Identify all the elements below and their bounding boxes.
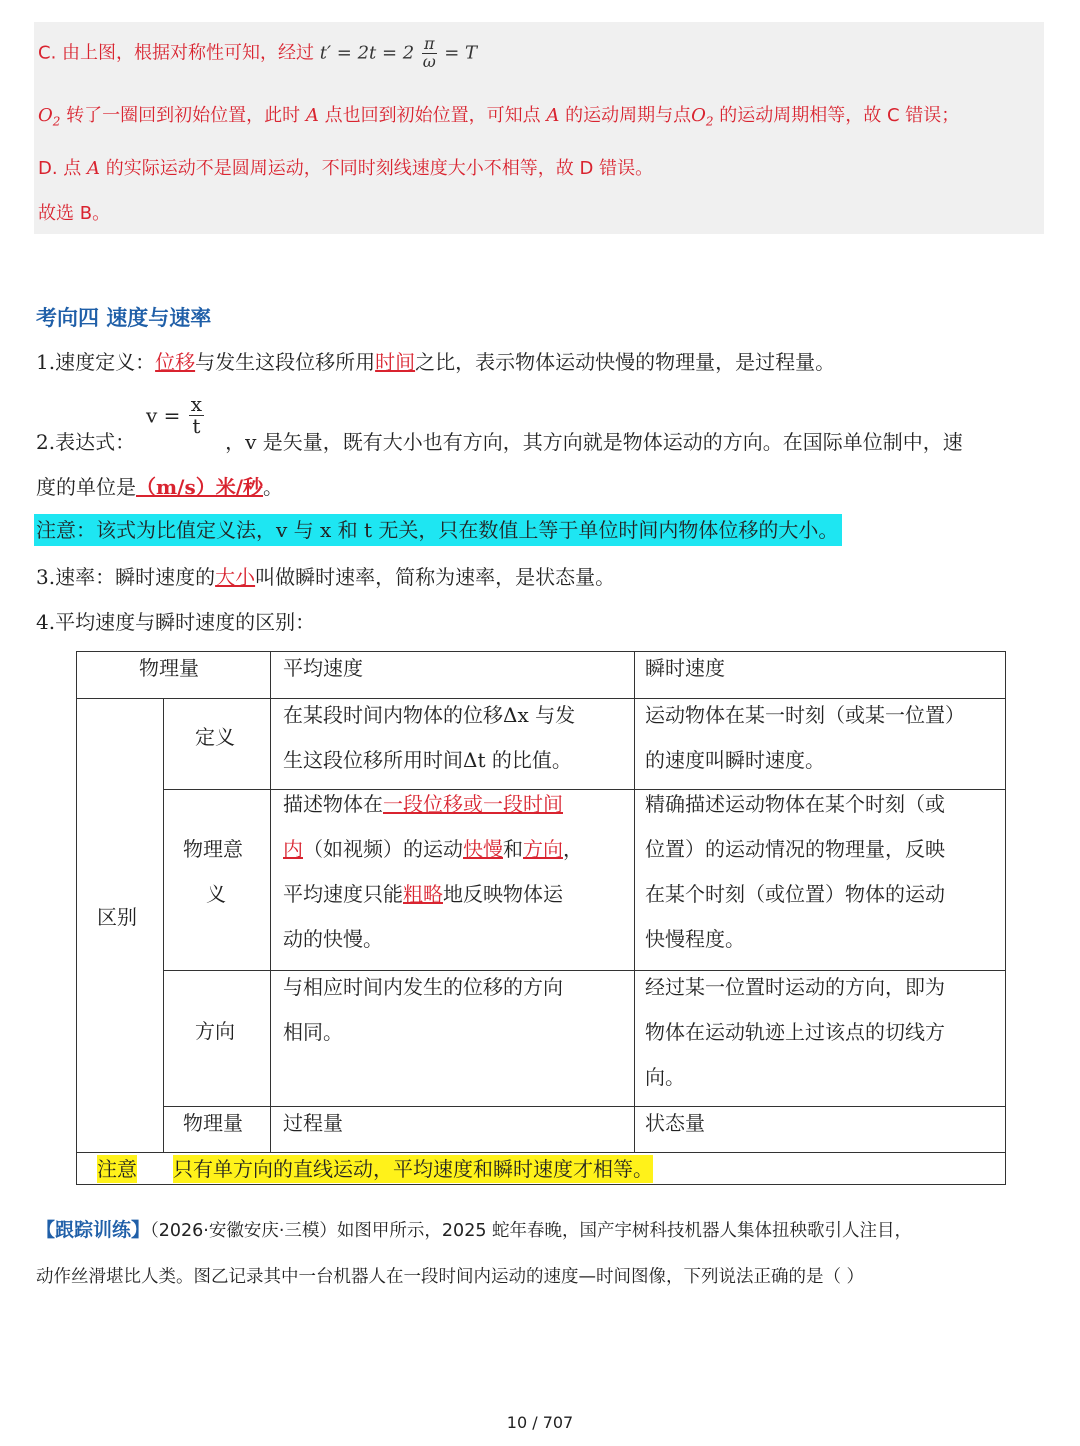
- unit-suffix: 。: [263, 475, 284, 499]
- meaning-avg-keyword-rough: 粗略: [403, 882, 443, 906]
- table-header-quantity-cell: [77, 652, 270, 698]
- row-meaning-inst-line3: 在某个时刻（或位置）物体的运动: [645, 882, 945, 906]
- row-definition-label: 定义: [195, 725, 235, 749]
- row-direction-avg-line1: 与相应时间内发生的位移的方向: [283, 975, 563, 999]
- row-direction-inst-cell: [634, 970, 1005, 1106]
- meaning-avg-text: 和: [503, 837, 523, 861]
- row-definition-avg-cell: [270, 698, 634, 789]
- meaning-avg-keyword-speed: 快慢: [463, 837, 503, 861]
- o2-text-4: 的运动周期相等，故 C 错误；: [719, 105, 960, 126]
- def-keyword-time: 时间: [375, 350, 416, 374]
- solution-box: [34, 22, 1044, 234]
- row-meaning-label-line1: 物理意: [183, 837, 243, 861]
- definition-line: [36, 346, 835, 375]
- meaning-avg-keyword: 内: [283, 837, 303, 861]
- practice-tag: 【跟踪训练】: [36, 1219, 151, 1241]
- section-heading: 考向四 速度与速率: [36, 306, 212, 330]
- o2-text-3: 的运动周期与点: [565, 105, 692, 126]
- unit-prefix: 度的单位是: [36, 475, 136, 499]
- row-meaning-avg-line1: [283, 782, 563, 827]
- row-type-inst-cell: [634, 1106, 1005, 1152]
- row-direction-inst-line2: 物体在运动轨迹上过该点的切线方: [645, 1020, 945, 1044]
- row-meaning-label-cell: [163, 789, 270, 970]
- expr-numerator: x: [190, 392, 203, 416]
- rate-prefix: 3.速率：瞬时速度的: [36, 565, 216, 589]
- difference-line: 4.平均速度与瞬时速度的区别：: [36, 610, 316, 634]
- group-label: 区别: [97, 905, 137, 929]
- practice-text-line2: 动作丝滑堪比人类。图乙记录其中一台机器人在一段时间内运动的速度—时间图像，下列说法正确的是（ ）: [36, 1267, 865, 1287]
- solution-line-c: [38, 36, 477, 71]
- unit-keyword: （m/s）米/秒: [136, 475, 264, 499]
- a-symbol: A: [305, 105, 319, 126]
- def-prefix: 1.速度定义：: [36, 350, 156, 374]
- row-meaning-inst-line4: 快慢程度。: [645, 927, 745, 951]
- rate-line: [36, 561, 615, 590]
- rate-keyword: 大小: [215, 565, 256, 589]
- solution-line-o2: [38, 101, 959, 129]
- practice-text-line1: （2026·安徽安庆·三模）如图甲所示，2025 蛇年春晚，国产宇树科技机器人集体扭秧歌引人注目，: [150, 1221, 913, 1241]
- table-note-label: 注意: [97, 1157, 137, 1181]
- comparison-table: [76, 651, 1006, 1185]
- meaning-avg-text: ，: [563, 837, 583, 861]
- meaning-avg-keyword: 一段位移或一段时间: [383, 792, 563, 816]
- row-type-label: 物理量: [183, 1111, 243, 1135]
- row-direction-label: 方向: [195, 1019, 235, 1043]
- group-cell: [77, 698, 163, 1152]
- row-direction-inst-line3: 向。: [645, 1065, 685, 1089]
- table-note-text: 只有单方向的直线运动，平均速度和瞬时速度才相等。: [173, 1157, 653, 1181]
- row-definition-label-cell: [163, 698, 270, 789]
- o2-text-1: 转了一圈回到初始位置，此时: [66, 105, 301, 126]
- practice-line1: [36, 1207, 912, 1254]
- expr-text: ，v 是矢量，既有大小也有方向，其方向就是物体运动的方向。在国际单位制中，速: [225, 430, 963, 454]
- row-meaning-avg-line4: 动的快慢。: [283, 927, 383, 951]
- row-meaning-avg-cell: [270, 789, 634, 970]
- o2-subscript: 2: [705, 114, 714, 129]
- solution-answer: 故选 B。: [38, 203, 111, 224]
- meaning-avg-text: 描述物体在: [283, 792, 383, 816]
- row-definition-avg-line2: 生这段位移所用时间Δt 的比值。: [283, 748, 572, 772]
- table-header-avg-cell: [270, 652, 634, 698]
- o2-subscript: 2: [52, 114, 61, 129]
- table-header-inst-cell: [634, 652, 1005, 698]
- expr-label: 2.表达式：: [36, 430, 136, 454]
- formula-lhs: t′ = 2t = 2: [319, 42, 415, 64]
- row-type-inst: 状态量: [645, 1111, 705, 1135]
- meaning-avg-text: 平均速度只能: [283, 882, 403, 906]
- table-note-label-cell: [77, 1152, 163, 1184]
- row-definition-avg-line1: 在某段时间内物体的位移Δx 与发: [283, 703, 576, 727]
- practice-question: [36, 1207, 912, 1300]
- row-direction-inst-line1: 经过某一位置时运动的方向，即为: [645, 975, 945, 999]
- table-header-quantity: 物理量: [139, 656, 199, 680]
- row-meaning-inst-cell: [634, 789, 1005, 970]
- def-keyword-displacement: 位移: [155, 350, 196, 374]
- row-definition-inst-line1: 运动物体在某一时刻（或某一位置）: [645, 703, 965, 727]
- row-meaning-avg-line2: [283, 827, 583, 872]
- unit-line: [36, 471, 283, 500]
- solution-line-d: [38, 154, 653, 180]
- def-middle: 与发生这段位移所用: [195, 350, 376, 374]
- row-meaning-avg-line3: [283, 872, 563, 917]
- table-note-text-cell: [163, 1152, 1005, 1184]
- meaning-avg-text: （如视频）的运动: [303, 837, 463, 861]
- rate-suffix: 叫做瞬时速率，简称为速率，是状态量。: [255, 565, 616, 589]
- formula-denominator: ω: [422, 51, 436, 71]
- table-header-average: 平均速度: [283, 656, 363, 680]
- row-meaning-inst-line2: 位置）的运动情况的物理量，反映: [645, 837, 945, 861]
- table-header-instant: 瞬时速度: [645, 656, 725, 680]
- row-direction-avg-line2: 相同。: [283, 1020, 343, 1044]
- row-type-label-cell: [163, 1106, 270, 1152]
- o2-symbol: O: [691, 105, 706, 126]
- formula-fraction: [422, 36, 437, 71]
- expr-denominator: t: [192, 414, 201, 438]
- solution-d-prefix: D. 点: [38, 158, 82, 179]
- formula-rhs: = T: [444, 42, 478, 64]
- row-type-avg: 过程量: [283, 1111, 343, 1135]
- expr-v: v =: [146, 403, 181, 428]
- def-suffix: 之比，表示物体运动快慢的物理量，是过程量。: [415, 350, 836, 374]
- solution-c-text: C. 由上图，根据对称性可知，经过: [38, 42, 315, 64]
- note-highlight: 注意：该式为比值定义法，v 与 x 和 t 无关，只在数值上等于单位时间内物体位移的大小。: [34, 514, 842, 546]
- page-number: 10 / 707: [506, 1413, 574, 1432]
- row-type-avg-cell: [270, 1106, 634, 1152]
- o2-text-2: 点也回到初始位置，可知点: [324, 105, 541, 126]
- o2-symbol: O: [38, 105, 53, 126]
- row-definition-inst-cell: [634, 698, 1005, 789]
- meaning-avg-text: 地反映物体运: [443, 882, 563, 906]
- row-direction-label-cell: [163, 970, 270, 1106]
- solution-d-text: 的实际运动不是圆周运动，不同时刻线速度大小不相等，故 D 错误。: [105, 158, 654, 179]
- row-meaning-label-line2: 义: [206, 882, 226, 906]
- row-definition-inst-line2: 的速度叫瞬时速度。: [645, 748, 825, 772]
- row-meaning-inst-line1: 精确描述运动物体在某个时刻（或: [645, 792, 945, 816]
- expression-line: [36, 426, 963, 455]
- formula-numerator: π: [424, 34, 435, 53]
- row-direction-avg-cell: [270, 970, 634, 1106]
- meaning-avg-keyword-direction: 方向: [523, 837, 563, 861]
- a-symbol: A: [87, 158, 101, 179]
- a-symbol: A: [546, 105, 560, 126]
